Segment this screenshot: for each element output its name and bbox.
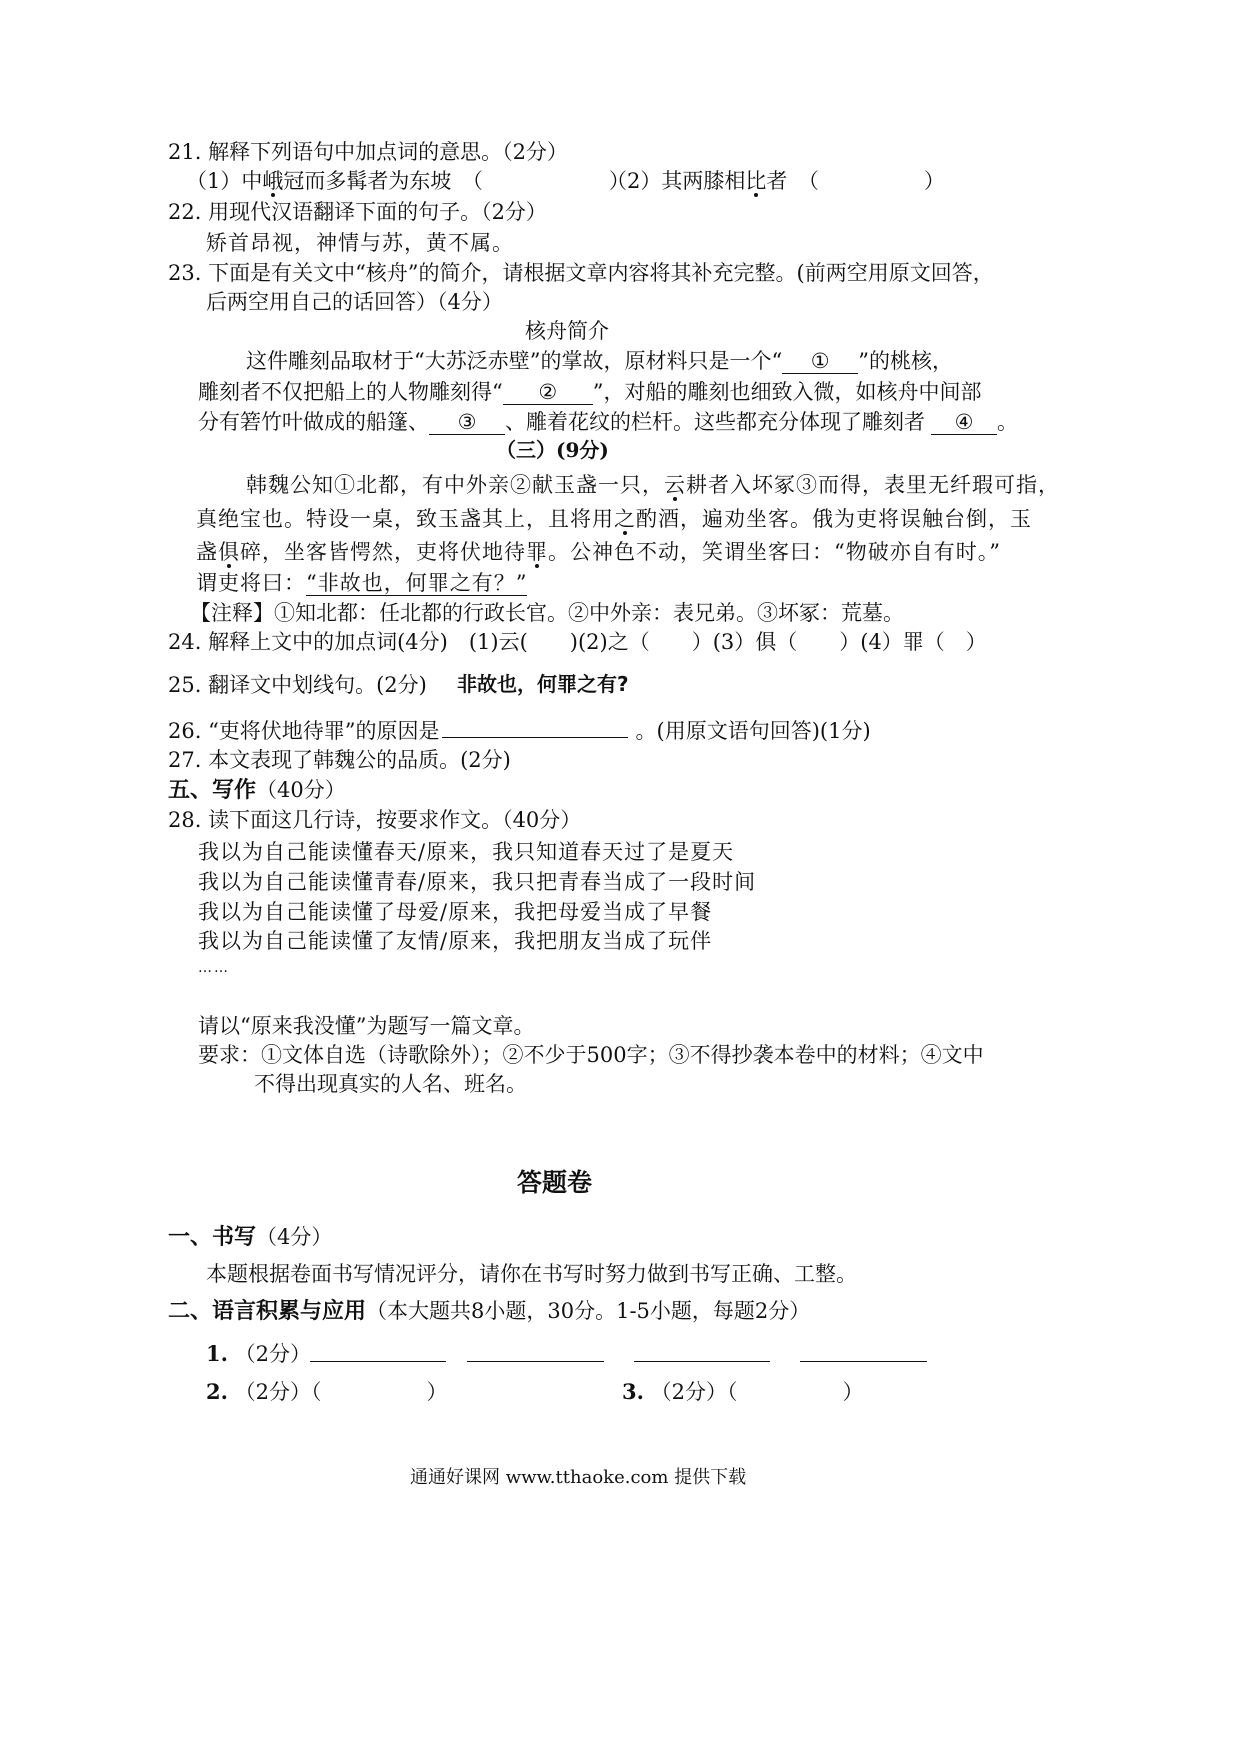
poem-line-2: 我以为自己能读懂青春/原来，我只把青春当成了一段时间 xyxy=(198,870,757,894)
q23-line1: 23. 下面是有关文中“核舟”的简介，请根据文章内容将其补充完整。(前两空用原文回答， xyxy=(168,261,994,285)
passage-line3: 盏俱碎，坐客皆愕然，吏将伏地待罪。公神色不动，笑谓坐客曰：“物破亦自有时。” xyxy=(196,540,1001,564)
q26-blank xyxy=(442,737,628,738)
underlined-sentence: “非故也，何罪之有？” xyxy=(306,571,528,595)
dotted-char: 之 xyxy=(614,507,636,531)
answer-1-line-4[interactable] xyxy=(800,1361,927,1362)
q21-item1: （1）中峨冠而多髯者为东坡 （ ） xyxy=(186,169,630,193)
answer-3: 3. （2分）（ ） xyxy=(622,1379,864,1404)
poem-line-3: 我以为自己能读懂了母爱/原来，我把母爱当成了早餐 xyxy=(198,900,713,924)
q26: 26. “吏将伏地待罪”的原因是 。(用原文语句回答)(1分) xyxy=(168,719,871,743)
q24: 24. 解释上文中的加点词(4分) (1)云( )(2)之（ ）(3）俱（ ）(4）罪（ ） xyxy=(168,630,987,654)
q23-para-line1: 这件雕刻品取材于“大苏泛赤壁”的掌故，原材料只是一个“ ① ”的桃核， xyxy=(246,349,953,373)
blank-4: ④ xyxy=(931,410,997,435)
answer-1-line-2[interactable] xyxy=(467,1361,604,1362)
footer-text: 通通好课网 www.tthaoke.com 提供下载 xyxy=(410,1467,747,1488)
answer-s1-heading: 一、书写（4分） xyxy=(168,1225,333,1250)
poem-line-1: 我以为自己能读懂春天/原来，我只知道春天过了是夏天 xyxy=(198,840,735,864)
dotted-char: 比 xyxy=(745,169,767,193)
section5-heading: 五、写作（40分） xyxy=(168,778,346,803)
q27: 27. 本文表现了韩魏公的品质。(2分) xyxy=(168,748,511,772)
answer-1-line-1[interactable] xyxy=(310,1361,446,1362)
passage-line4: 谓吏将曰：“非故也，何罪之有？” xyxy=(196,571,528,595)
dotted-char: 峨 xyxy=(262,169,284,193)
answer-1: 1. （2分） xyxy=(206,1341,311,1366)
blank-3: ③ xyxy=(429,410,505,435)
q28-title: 28. 读下面这几行诗，按要求作文。（40分） xyxy=(168,808,582,832)
q21-item2: （2）其两膝相比者 （ ） xyxy=(606,169,945,193)
q25-label: 25. 翻译文中划线句。(2分) xyxy=(168,673,427,697)
passage-line2: 真绝宝也。特设一桌，致玉盏其上，且将用之酌酒，遍劝坐客。俄为吏将误触台倒，玉 xyxy=(196,507,1032,531)
q28-prompt: 请以“原来我没懂”为题写一篇文章。 xyxy=(198,1014,535,1038)
q23-line2: 后两空用自己的话回答）（4分） xyxy=(206,290,503,314)
q23-para-line3: 分有箬竹叶做成的船篷、 ③ 、雕着花纹的栏杆。这些都充分体现了雕刻者 ④ 。 xyxy=(198,410,1018,434)
answer-sheet-title: 答题卷 xyxy=(517,1168,593,1197)
q22-title: 22. 用现代汉语翻译下面的句子。（2分） xyxy=(168,200,547,224)
blank-1: ① xyxy=(782,349,858,374)
answer-s1-text: 本题根据卷面书写情况评分，请你在书写时努力做到书写正确、工整。 xyxy=(206,1262,857,1286)
answer-2: 2. （2分）（ ） xyxy=(206,1379,448,1404)
poem-line-4: 我以为自己能读懂了友情/原来，我把朋友当成了玩伴 xyxy=(198,929,713,953)
passage-line1: 韩魏公知①北都，有中外亲②献玉盏一只，云耕者入坏冢③而得，表里无纤瑕可指， xyxy=(246,473,1060,497)
section3-heading: （三）(9分) xyxy=(496,438,609,462)
answer-s2-heading: 二、语言积累与应用（本大题共8小题，30分。1-5小题，每题2分） xyxy=(168,1299,811,1324)
dotted-char: 罪 xyxy=(526,540,548,564)
q28-req1: 要求：①文体自选（诗歌除外）；②不少于500字；③不得抄袭本卷中的材料；④文中 xyxy=(198,1043,984,1067)
q23-para-line2: 雕刻者不仅把船上的人物雕刻得“ ② ”，对船的雕刻也细致入微，如核舟中间部 xyxy=(198,380,982,404)
passage-note: 【注释】①知北都：任北都的行政长官。②中外亲：表兄弟。③坏冢：荒墓。 xyxy=(190,601,904,625)
q25-sentence: 非故也，何罪之有? xyxy=(457,672,629,696)
answer-1-line-3[interactable] xyxy=(634,1361,770,1362)
dotted-char: 云 xyxy=(664,473,686,497)
q22-sentence: 矫首昂视，神情与苏，黄不属。 xyxy=(206,231,514,255)
dotted-char: 俱 xyxy=(218,540,240,564)
q21-title: 21. 解释下列语句中加点词的意思。（2分） xyxy=(168,140,568,164)
poem-ellipsis: …… xyxy=(198,960,230,976)
blank-2: ② xyxy=(503,380,593,405)
q23-heading: 核舟简介 xyxy=(525,319,609,343)
q28-req2: 不得出现真实的人名、班名。 xyxy=(254,1072,527,1096)
